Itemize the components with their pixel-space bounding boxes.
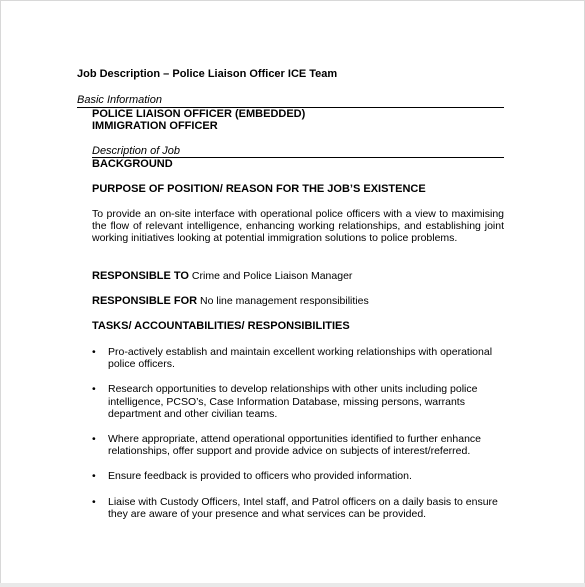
tasks-list (92, 346, 504, 533)
tasks-heading: TASKS/ ACCOUNTABILITIES/ RESPONSIBILITIES (92, 320, 350, 332)
responsible-for-value: No line management responsibilities (200, 295, 369, 307)
basic-info-label: Basic Information (77, 94, 162, 106)
responsible-to-line (92, 270, 352, 282)
bullet-icon: • (92, 495, 96, 508)
background-heading: BACKGROUND (92, 158, 173, 170)
purpose-heading: PURPOSE OF POSITION/ REASON FOR THE JOB’S EXISTENCE (92, 183, 426, 195)
responsible-to-value: Crime and Police Liaison Manager (191, 270, 353, 282)
bullet-icon: • (92, 383, 96, 396)
role-line-2: IMMIGRATION OFFICER (92, 120, 218, 132)
purpose-paragraph: To provide an on-site interface with operational police officers with a view to maximising the flow of relevant intelligence, enhancing working relationships, and establishing joint working initiatives looking at potential immigration solutions to police problems. (92, 208, 504, 244)
list-item (92, 346, 504, 370)
task-text: Liaise with Custody Officers, Intel staff, and Patrol officers on a daily basis to ensure they are aware of your presence and what services can be provided. (108, 495, 498, 520)
bullet-icon: • (92, 346, 96, 358)
task-text: Where appropriate, attend operational opportunities identified to further enhance relationships, offer support and provide advice on subjects of interest/referred. (108, 433, 481, 458)
document-title: Job Description – Police Liaison Officer ICE Team (77, 68, 338, 80)
list-item (92, 433, 504, 457)
list-item (92, 470, 504, 482)
responsible-for-line (92, 295, 369, 307)
page-bottom-edge (0, 583, 585, 587)
list-item (92, 496, 504, 520)
task-text: Research opportunities to develop relationships with other units including police intelligence, PCSO’s, Case Information Database, missing persons, warrants department and other civilian teams. (108, 383, 478, 420)
list-item (92, 383, 504, 420)
responsible-to-label: RESPONSIBLE TO (92, 270, 189, 282)
role-line-1: POLICE LIAISON OFFICER (EMBEDDED) (92, 108, 306, 120)
bullet-icon: • (92, 433, 96, 446)
task-text: Ensure feedback is provided to officers who provided information. (108, 470, 412, 483)
responsible-for-label: RESPONSIBLE FOR (92, 295, 198, 307)
bullet-icon: • (92, 470, 96, 483)
task-text: Pro-actively establish and maintain excellent working relationships with operational police officers. (108, 346, 493, 371)
description-label: Description of Job (92, 145, 181, 157)
